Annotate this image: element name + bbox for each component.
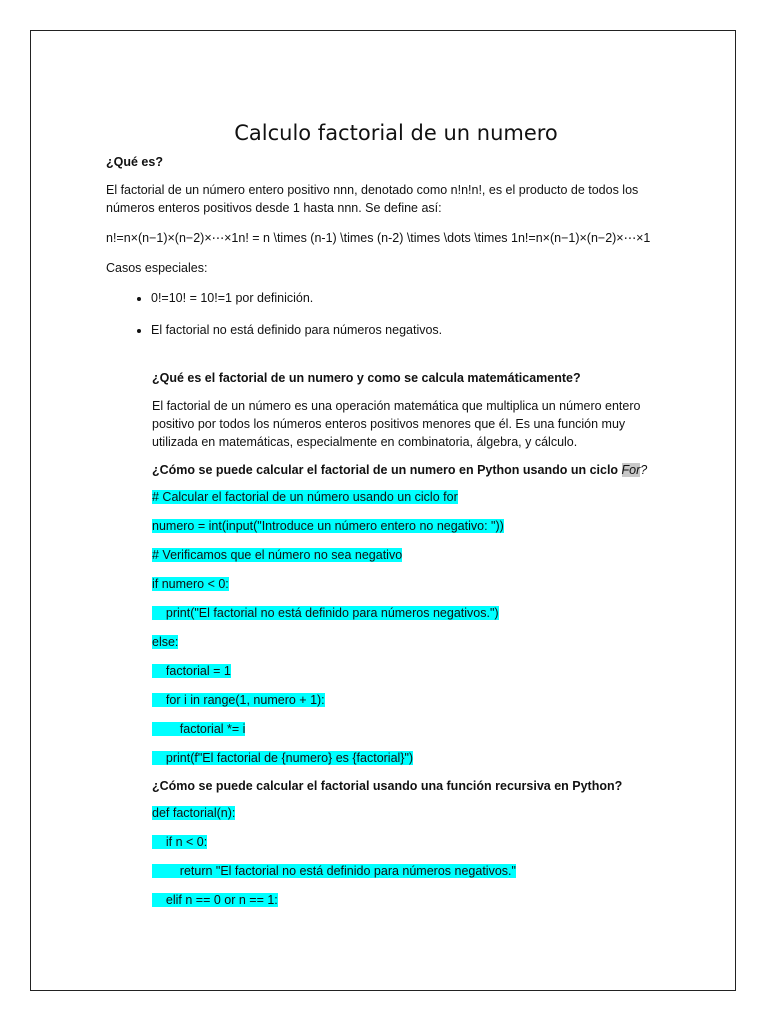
document-content [106,121,686,921]
code-line: if numero < 0: [152,577,229,591]
for-heading-keyword: For [621,463,641,477]
list-item: • El factorial no está definido para números negativos. [151,321,686,339]
code-line: # Calcular el factorial de un número usando un ciclo for [152,490,458,504]
code-line: print(f"El factorial de {numero} es {factorial}") [152,751,414,765]
code-line: numero = int(input("Introduce un número entero no negativo: ")) [152,519,504,533]
code-line: factorial = 1 [152,664,231,678]
section-python [152,371,672,909]
code-line: def factorial(n): [152,806,236,820]
code-line: print("El factorial no está definido para números negativos.") [152,606,499,620]
section-heading-math: ¿Qué es el factorial de un numero y como se calcula matemáticamente? [152,371,581,385]
definition-paragraph: El factorial de un número entero positivo nnn, denotado como n!n!n!, es el producto de todos los números enteros positivos desde 1 hasta nnn. Se define así: [106,183,639,215]
recursive-code-block [152,805,672,909]
special-cases-label: Casos especiales: [106,261,208,275]
code-line: else: [152,635,179,649]
document-page [30,30,736,991]
formula-paragraph: n!=n×(n−1)×(n−2)×⋯×1n! = n \times (n-1) \times (n-2) \times \dots \times 1n!=n×(n−1)×(n−2)×⋯×1 [106,231,651,245]
recursive-heading: ¿Cómo se puede calcular el factorial usando una función recursiva en Python? [152,779,623,793]
code-line: factorial *= i [152,722,246,736]
document-title: Calculo factorial de un numero [234,121,558,145]
special-cases-list [106,289,686,339]
math-paragraph: El factorial de un número es una operación matemática que multiplica un número entero positivo por todos los números enteros positivos menores que él. Es una función muy utilizada en matemáticas, especialmente en combinatoria, álgebra, y cálculo. [152,399,641,449]
code-line: if n < 0: [152,835,208,849]
code-line: return "El factorial no está definido para números negativos." [152,864,516,878]
list-item: • 0!=10! = 10!=1 por definición. [151,289,686,307]
code-line: for i in range(1, numero + 1): [152,693,325,707]
for-loop-code-block [152,489,672,767]
section-heading-que-es: ¿Qué es? [106,155,163,169]
for-heading-suffix: ? [640,463,648,477]
for-heading-prefix: ¿Cómo se puede calcular el factorial de un numero en Python usando un ciclo [152,463,622,477]
code-line: # Verificamos que el número no sea negativo [152,548,403,562]
for-loop-heading [152,463,672,477]
code-line: elif n == 0 or n == 1: [152,893,278,907]
